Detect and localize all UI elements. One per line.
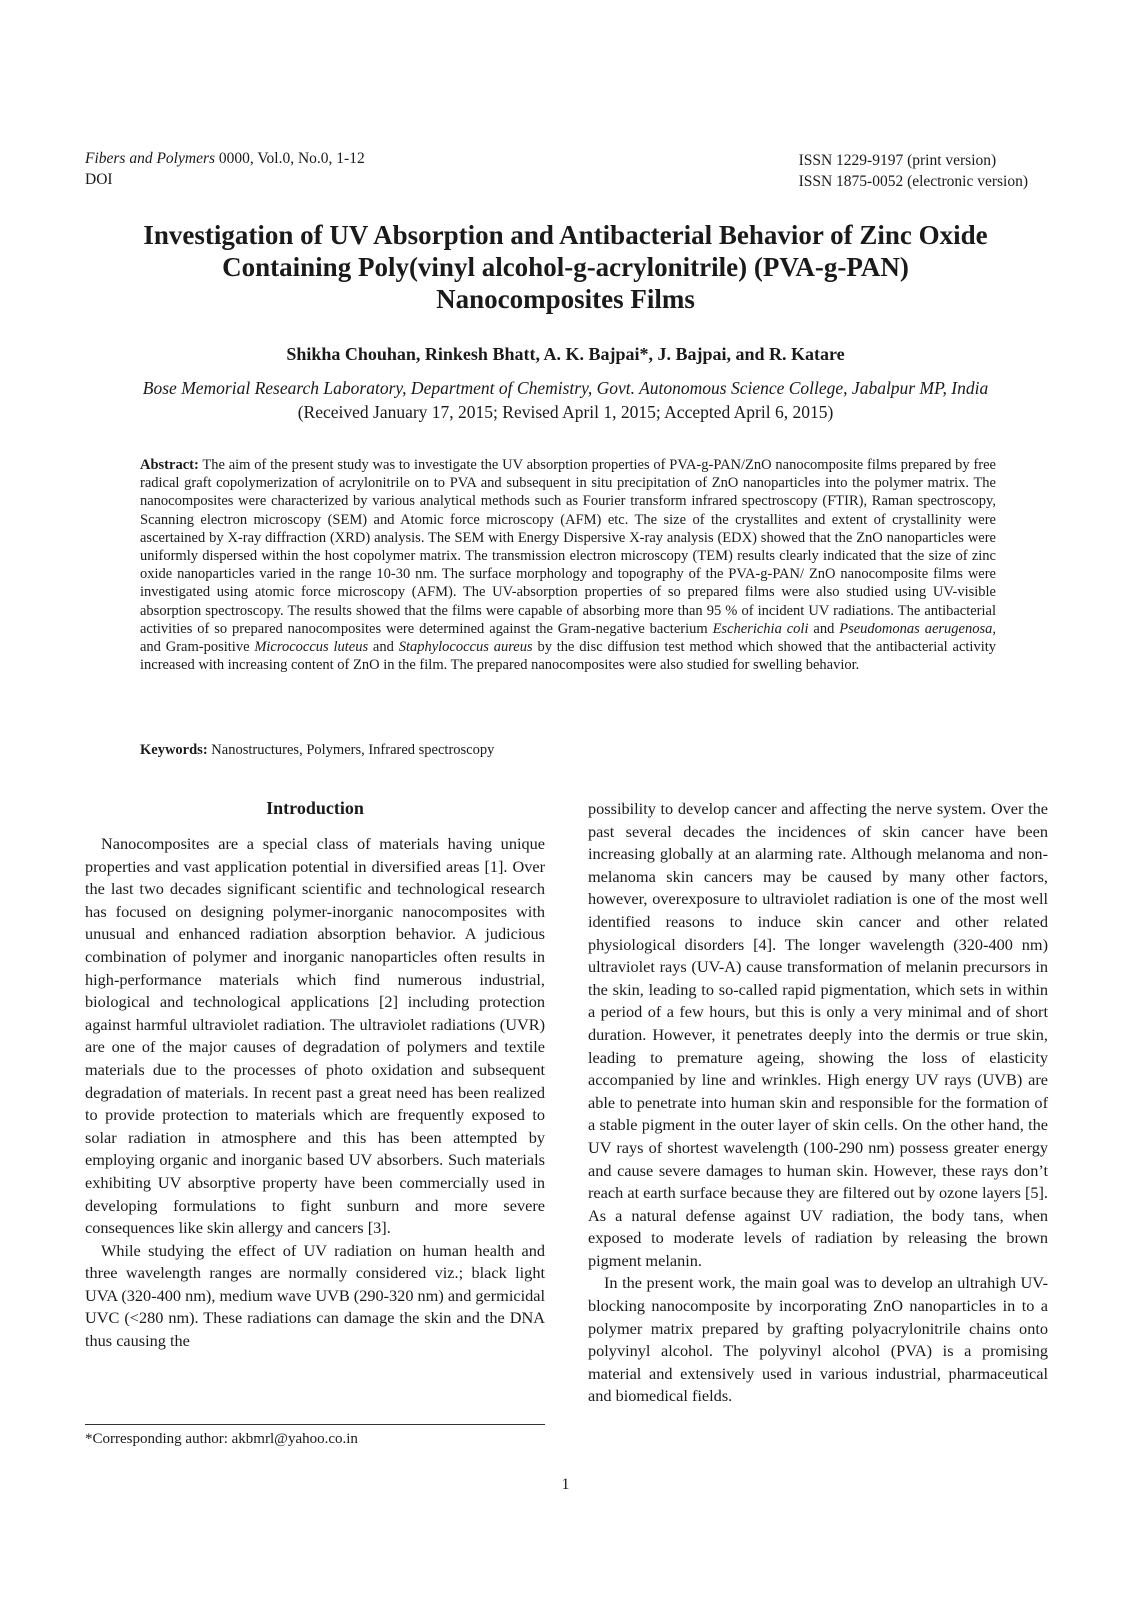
paper-title [85, 219, 1046, 315]
left-column [85, 833, 545, 1353]
title-line-2: Containing Poly(vinyl alcohol-g-acrylonitrile) (PVA-g-PAN) [222, 252, 909, 282]
abstract-and-1: and [808, 620, 840, 637]
abstract-text-2: , and Gram-positive [140, 620, 996, 656]
issn-print: ISSN 1229-9197 (print version) [798, 152, 997, 169]
corresponding-author-footnote: *Corresponding author: akbmrl@yahoo.co.in [85, 1431, 358, 1447]
journal-header [85, 148, 365, 190]
issn-block [799, 150, 1028, 192]
intro-paragraph-1: Nanocomposites are a special class of materials having unique properties and vast application potential in diversified areas [1]. Over the last two decades significant scientific and technological research has focused on designing polymer-inorganic nanocomposites with unusual and enhanced radiation absorption behavior. A judicious combination of polymer and inorganic nanoparticles often results in high-performance materials which find numerous industrial, biological and technological applications [2] including protection against harmful ultraviolet radiation. The ultraviolet radiations (UVR) are one of the major causes of degradation of polymers and textile materials due to the processes of photo oxidation and subsequent degradation of materials. In recent past a great need has been realized to provide protection to materials which are frequently exposed to solar radiation in atmosphere and this has been attempted by employing organic and inorganic based UV absorbers. Such materials exhibiting UV absorptive property have been commercially used in developing formulations to fight sunburn and more severe consequences like skin allergy and cancers [3]. [85, 834, 545, 1238]
intro-paragraph-2: While studying the effect of UV radiation on human health and three wavelength ranges are normally considered viz.; black light UVA (320-400 nm), medium wave UVB (290-320 nm) and germicidal UVC (<280 nm). These radiations can damage the skin and the DNA thus causing the [85, 1240, 546, 1351]
right-column [588, 798, 1048, 1408]
author-list: Shikha Chouhan, Rinkesh Bhatt, A. K. Bajpai*, J. Bajpai, and R. Katare [286, 344, 845, 364]
intro-paragraph-3: possibility to develop cancer and affecting the nerve system. Over the past several decades the incidences of skin cancer have been increasing globally at an alarming rate. Although melanoma and non-melanoma skin cancers may be caused by many other factors, however, overexposure to ultraviolet radiation is one of the most well identified reasons to induce skin cancer and other related physiological disorders [4]. The longer wavelength (320-400 nm) ultraviolet rays (UV-A) cause transformation of melanin precursors in the skin, leading to so-called rapid pigmentation, which sets in within a period of a few hours, but this is only a very minimal and of short duration. However, it penetrates deeply into the dermis or true skin, leading to premature ageing, showing the loss of elasticity accompanied by line and wrinkles. High energy UV rays (UVB) are able to penetrate into human skin and responsible for the formation of a stable pigment in the outer layer of skin cells. On the other hand, the UV rays of shortest wavelength (100-290 nm) possess greater energy and cause severe damages to human skin. However, these rays don’t reach at earth surface because they are filtered out by ozone layers [5]. As a natural defense against UV radiation, the body tans, when exposed to moderate levels of radiation by releasing the brown pigment melanin. [588, 799, 1048, 1270]
received-dates: (Received January 17, 2015; Revised April 1, 2015; Accepted April 6, 2015) [297, 402, 834, 422]
abstract-text-3: by the disc diffusion test method which showed that the antibacterial activity increased with increasing content of ZnO in the film. The prepared nanocomposites were also studied for swelling behavior. [140, 639, 997, 674]
journal-citation [85, 148, 365, 169]
journal-volume: 0000, Vol.0, No.0, 1-12 [215, 150, 365, 167]
species-staphylococcus: Staphylococcus aureus [398, 639, 533, 656]
issn-electronic: ISSN 1875-0052 (electronic version) [798, 173, 1028, 190]
species-pseudomonas: Pseudomonas aerugenosa [839, 620, 993, 637]
footnote-divider [85, 1424, 545, 1425]
intro-paragraph-4: In the present work, the main goal was to develop an ultrahigh UV-blocking nanocomposite by incorporating ZnO nanoparticles in to a polymer matrix prepared by grafting polyacrylonitrile chains onto polyvinyl alcohol. The polyvinyl alcohol (PVA) is a promising material and extensively used in various industrial, pharmaceutical and biomedical fields. [588, 1273, 1048, 1406]
doi-label: DOI [85, 171, 113, 188]
abstract [140, 456, 996, 674]
page-number: 1 [561, 1476, 570, 1493]
abstract-and-2: and [368, 639, 399, 656]
keywords-text: Nanostructures, Polymers, Infrared spectroscopy [207, 742, 495, 758]
keywords-label: Keywords: [140, 742, 208, 758]
title-line-1: Investigation of UV Absorption and Antibacterial Behavior of Zinc Oxide [143, 220, 988, 250]
journal-name: Fibers and Polymers [85, 150, 216, 167]
title-line-3: Nanocomposites Films [436, 284, 695, 314]
affiliation: Bose Memorial Research Laboratory, Department of Chemistry, Govt. Autonomous Science College, Jabalpur MP, India [142, 378, 989, 398]
species-ecoli: Escherichia coli [712, 620, 809, 637]
abstract-text-1: The aim of the present study was to investigate the UV absorption properties of PVA-g-PAN/ZnO nanocomposite films prepared by free radical graft copolymerization of acrylonitrile on to PVA and subsequent in situ precipitation of ZnO nanoparticles into the polymer matrix. The nanocomposites were characterized by various analytical methods such as Fourier transform infrared spectroscopy (FTIR), Raman spectroscopy, Scanning electron microscopy (SEM) and Atomic force microscopy (AFM) etc. The size of the crystallites and extent of crystallinity were ascertained by X-ray diffraction (XRD) analysis. The SEM with Energy Dispersive X-ray analysis (EDX) showed that the ZnO nanoparticles were uniformly dispersed within the host copolymer matrix. The transmission electron microscopy (TEM) results clearly indicated that the size of zinc oxide nanoparticles varied in the range 10-30 nm. The surface morphology and topography of the PVA-g-PAN/ ZnO nanocomposite films were investigated using atomic force microscopy (AFM). The UV-absorption properties of so prepared films were also studied using UV-visible absorption spectroscopy. The results showed that the films were capable of absorbing more than 95 % of incident UV radiations. The antibacterial activities of so prepared nanocomposites were determined against the Gram-negative bacterium [140, 457, 996, 637]
abstract-label: Abstract: [140, 457, 199, 473]
keywords [140, 741, 996, 759]
section-heading-introduction: Introduction [266, 798, 364, 818]
species-micrococcus: Micrococcus luteus [254, 639, 369, 656]
